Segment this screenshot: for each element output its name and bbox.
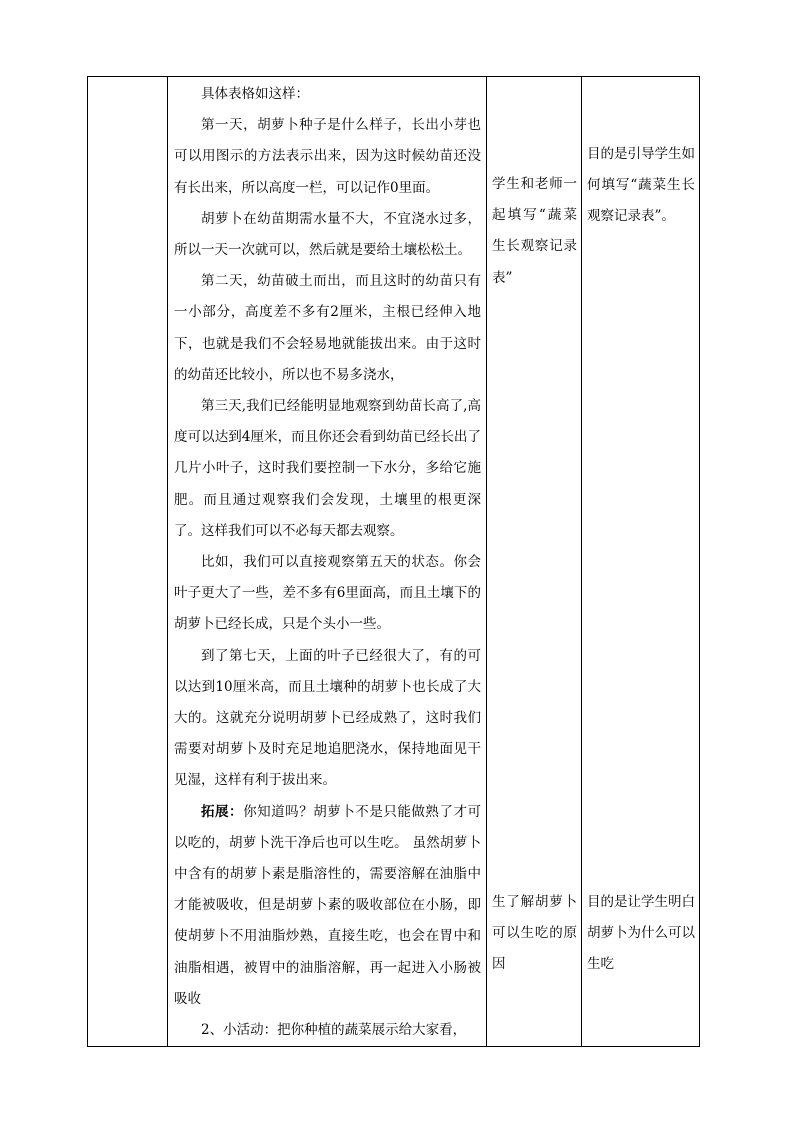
content-paragraph: 拓展：你知道吗？胡萝卜不是只能做熟了才可以吃的，胡萝卜洗干净后也可以生吃。 虽然胡萝卜中含有的胡萝卜素是脂溶性的，需要溶解在油脂中才能被吸收，但是胡萝卜素的吸收部位在小肠，即使胡萝卜不用油脂炒熟，直接生吃，也会在胃中和油脂相遇，被胃中的油脂溶解，再一起进入小肠被吸收 — [174, 803, 482, 1007]
lesson-table — [87, 76, 700, 1047]
content-paragraph: 第二天，幼苗破土而出，而且这时的幼苗只有一小部分，高度差不多有2厘米，主根已经伸入地下，也就是我们不会轻易地就能拔出来。由于这时的幼苗还比较小，所以也不易多浇水， — [174, 273, 481, 383]
table-row — [88, 77, 700, 1047]
content-paragraph: 胡萝卜在幼苗期需水量不大，不宜浇水过多，所以一天一次就可以，然后就是要给土壤松松土。 — [174, 210, 481, 259]
content-paragraph: 2、小活动：把你种植的蔬菜展示给大家看， — [201, 1022, 467, 1039]
design-purpose-top: 目的是引导学生如何填写“蔬菜生长观察记录表”。 — [587, 146, 695, 225]
design-purpose-bottom: 目的是让学生明白胡萝卜为什么可以生吃 — [587, 894, 695, 973]
student-activity-bottom: 生了解胡萝卜可以生吃的原因 — [492, 894, 577, 973]
student-activity-cell — [487, 77, 582, 1047]
content-paragraph: 比如，我们可以直接观察第五天的状态。你会叶子更大了一些，差不多有6里面高，而且土壤下的胡萝卜已经长成，只是个头小一些。 — [174, 554, 481, 633]
empty-step-cell — [88, 77, 168, 1047]
design-purpose-cell — [582, 77, 700, 1047]
student-activity-top: 学生和老师一起填写“蔬菜生长观察记录表” — [492, 176, 577, 286]
extension-label: 拓展： — [201, 803, 244, 820]
content-paragraph: 具体表格如这样： — [201, 86, 309, 102]
content-paragraph: 到了第七天，上面的叶子已经很大了，有的可以达到10厘米高，而且土壤种的胡萝卜也长成了大大的。这就充分说明胡萝卜已经成熟了，这时我们需要对胡萝卜及时充足地追肥浇水，保持地面见干见湿，这样有利于拔出来。 — [174, 647, 481, 789]
content-paragraph: 第一天，胡萝卜种子是什么样子，长出小芽也可以用图示的方法表示出来，因为这时候幼苗还没有长出来，所以高度一栏，可以记作0里面。 — [174, 117, 481, 196]
content-paragraph: 第三天,我们已经能明显地观察到幼苗长高了,高度可以达到4厘米，而且你还会看到幼苗已经长出了几片小叶子，这时我们要控制一下水分，多给它施肥。而且通过观察我们会发现，土壤里的根更深了。这样我们可以不必每天都去观察。 — [174, 398, 481, 539]
teaching-content-cell — [168, 77, 487, 1047]
